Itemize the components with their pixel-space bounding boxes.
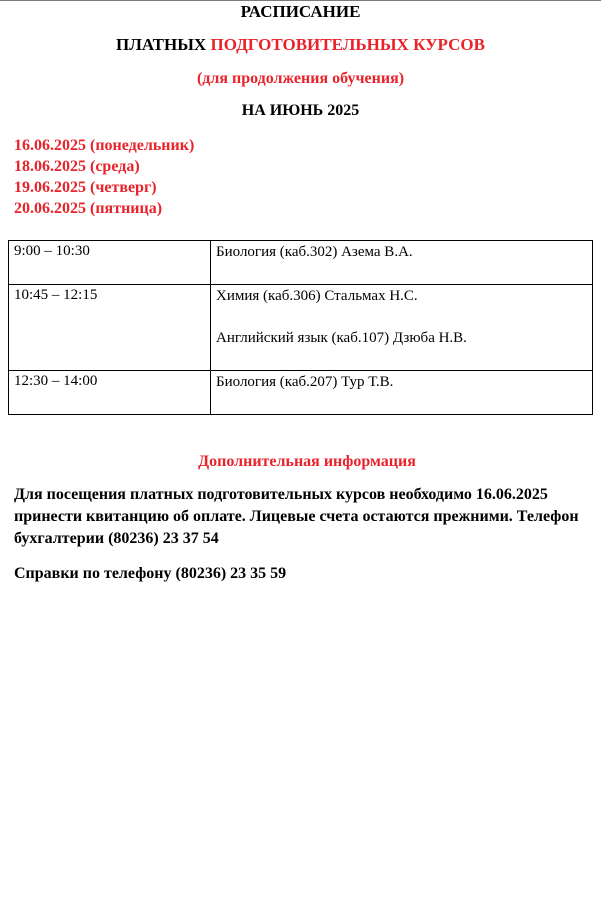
time-cell: 12:30 – 14:00 (9, 371, 211, 415)
date-item: 18.06.2025 (среда) (14, 158, 140, 175)
subject-entry: Биология (каб.302) Азема В.А. (216, 244, 413, 260)
date-list (14, 135, 194, 219)
page-subtitle (0, 35, 601, 55)
additional-info-text: Для посещения платных подготовительных курсов необходимо 16.06.2025 принести квитанцию об оплате. Лицевые счета остаются прежними. Телефон бухгалтерии (80236) 23 37 54 (14, 486, 579, 547)
subject-entry: Химия (каб.306) Стальмах Н.С. (216, 288, 418, 304)
table-row (9, 371, 593, 415)
reference-phone: Справки по телефону (80236) 23 35 59 (14, 565, 287, 582)
subject-cell (211, 241, 593, 285)
purpose-note: (для продолжения обучения) (196, 70, 405, 87)
schedule-table (8, 240, 593, 415)
page-title: РАСПИСАНИЕ (240, 2, 361, 21)
subtitle-red-part: ПОДГОТОВИТЕЛЬНЫХ КУРСОВ (210, 35, 485, 54)
date-item: 16.06.2025 (понедельник) (14, 137, 195, 154)
subject-cell (211, 285, 593, 371)
subject-cell (211, 371, 593, 415)
subtitle-black-part: ПЛАТНЫХ (116, 35, 211, 54)
time-cell: 9:00 – 10:30 (9, 241, 211, 285)
date-item: 20.06.2025 (пятница) (14, 200, 163, 217)
top-border-line (0, 0, 601, 1)
additional-info-heading: Дополнительная информация (198, 453, 416, 470)
time-cell: 10:45 – 12:15 (9, 285, 211, 371)
date-item: 19.06.2025 (четверг) (14, 179, 157, 196)
table-row (9, 241, 593, 285)
subject-entry: Биология (каб.207) Тур Т.В. (216, 374, 394, 390)
month-heading: НА ИЮНЬ 2025 (241, 102, 360, 119)
subject-entry: Английский язык (каб.107) Дзюба Н.В. (216, 330, 467, 346)
table-row (9, 285, 593, 371)
